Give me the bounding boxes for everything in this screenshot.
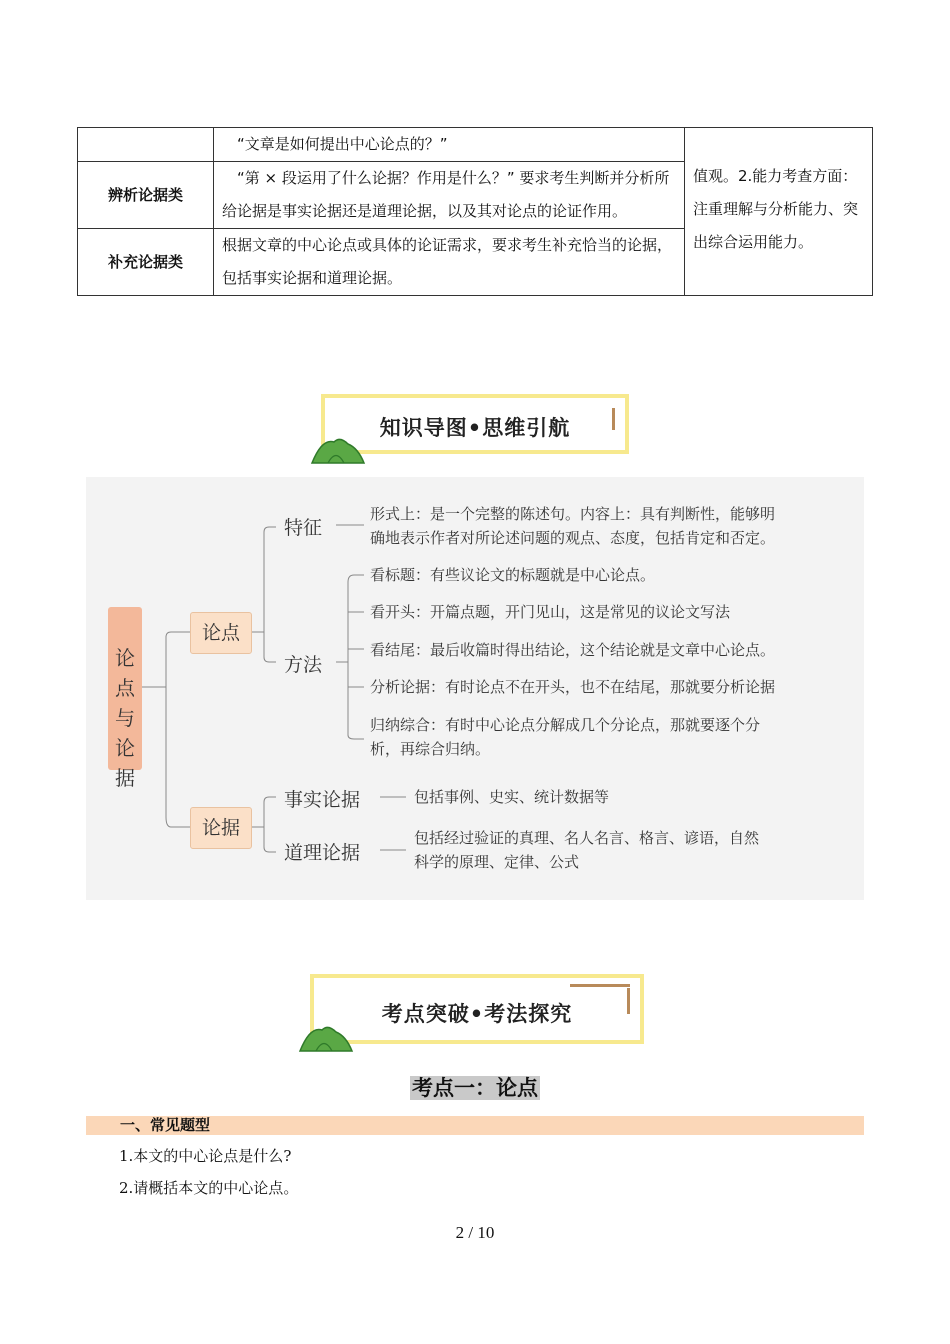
banner-knowledge-map	[321, 394, 629, 454]
tezheng-text-line1: 形式上：是一个完整的陈述句。内容上：具有判断性，能够明	[370, 505, 776, 523]
question-item: 2.请概括本文的中心论点。	[119, 1179, 299, 1197]
node-fangfa: 方法	[284, 654, 323, 676]
banner-exam-points	[310, 974, 644, 1044]
method-item: 看开头：开篇点题，开门见山，这是常见的议论文写法	[370, 603, 731, 621]
page-number: 2 / 10	[455, 1223, 495, 1242]
node-shishi: 事实论据	[284, 789, 361, 811]
banner-decoration	[570, 984, 630, 987]
banner-title: 知识导图•思维引航	[379, 416, 571, 440]
section-title-text: 考点一：论点	[412, 1076, 538, 1100]
method-item: 看标题：有些议论文的标题就是中心论点。	[370, 566, 656, 584]
method-item: 分析论据：有时论点不在开头，也不在结尾，那就要分析论据	[370, 678, 776, 696]
node-lundian: 论点	[190, 612, 252, 654]
method-item: 归纳综合：有时中心论点分解成几个分论点，那就要逐个分	[370, 716, 761, 734]
node-lunju: 论据	[190, 807, 252, 849]
node-tezheng: 特征	[284, 517, 323, 539]
subsection-title: 一、常见题型	[120, 1116, 211, 1134]
mountain-icon	[310, 432, 366, 464]
question-item: 1.本文的中心论点是什么?	[119, 1147, 292, 1165]
table-cell-content: “第 × 段运用了什么论据？作用是什么？” 要求考生判断并分析所给论据是事实论据还是道理论据，以及其对论点的论证作用。	[214, 162, 685, 229]
table-cell-content: 根据文章的中心论点或具体的论证需求，要求考生补充恰当的论据，包括事实论据和道理论据。	[214, 229, 685, 296]
table-cell-label: 辨析论据类	[78, 162, 214, 229]
table-row	[78, 128, 873, 162]
method-item: 析，再综合归纳。	[370, 740, 491, 758]
daoli-text-line2: 科学的原理、定律、公式	[414, 853, 580, 871]
method-item: 看结尾：最后收篇时得出结论，这个结论就是文章中心论点。	[370, 641, 776, 659]
table-cell-label	[78, 128, 214, 162]
table-cell-label: 补充论据类	[78, 229, 214, 296]
table-cell-side	[685, 128, 873, 296]
table-cell-content: “文章是如何提出中心论点的？”	[214, 128, 685, 162]
node-daoli: 道理论据	[284, 842, 361, 864]
subsection-band	[86, 1116, 864, 1135]
section-title	[0, 1072, 950, 1102]
banner-title: 考点突破•考法探究	[381, 1002, 573, 1026]
table-side-text: 值观。2.能力考查方面：注重理解与分析能力、突出综合运用能力。	[693, 167, 859, 251]
tezheng-text-line2: 确地表示作者对所论述问题的观点、态度，包括肯定和否定。	[370, 529, 776, 547]
daoli-text-line1: 包括经过验证的真理、名人名言、格言、谚语，自然	[414, 829, 760, 847]
root-label: 论点与论据	[115, 646, 135, 790]
mind-map	[86, 477, 864, 900]
shishi-text: 包括事例、史实、统计数据等	[414, 788, 610, 806]
mind-map-root	[108, 607, 142, 790]
mountain-icon	[298, 1020, 354, 1052]
question-type-table	[77, 127, 873, 296]
